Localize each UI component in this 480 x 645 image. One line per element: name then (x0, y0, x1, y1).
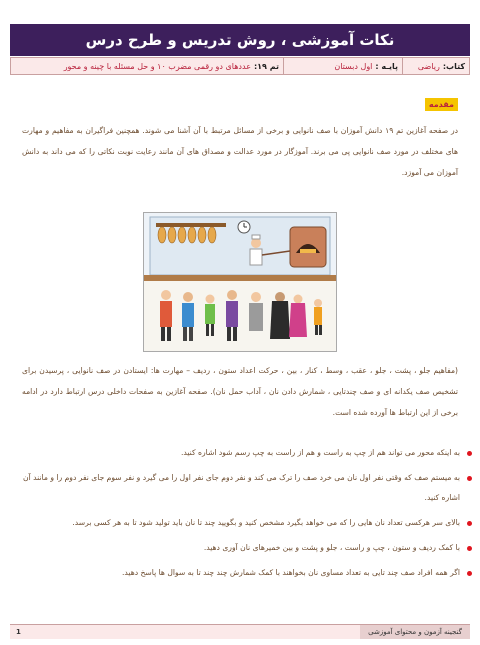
grade-value: اول دبستان (334, 61, 373, 71)
connections-paragraph: (مفاهیم جلو ، پشت ، جلو ، عقب ، وسط ، کنار ، بین ، حرکت اعداد ستون ، ردیف – مهارت ها: ایستادن در صف نانوایی ، پرسیدن برای تشخیص صف یکدانه ای و صف چندتایی ، شمارش دادن نان ، آداب حمل نان). صفحه آغازین به صفحات داخلی درس ارتباط دارد در ادامه برخی از این ارتباط ها آورده شده است. (22, 366, 458, 417)
topic-cell (11, 58, 283, 74)
list-item: اگر همه افراد صف چند تایی به تعداد مساوی نان بخواهند با کمک شمارش چند چند تا به سوال ها پاسخ دهید. (20, 563, 460, 583)
tips-list (20, 443, 474, 588)
intro-paragraph: در صفحه آغازین تم ۱۹ دانش آموزان با صف نانوایی و برخی از مسائل مرتبط با آن آشنا می شوند. همچنین فراگیران به مفاهیم و مهارت های مختلف در مورد صف نانوایی پی می برند. آموزگار در مورد عدالت و مصداق های آن مانند رعایت نوبت نکاتی را که می داند به دانش آموزان می آموزد. (22, 126, 459, 177)
grade-cell (283, 58, 402, 74)
book-value: ریاضی (417, 61, 440, 71)
page-number: 1 (16, 628, 21, 636)
bakery-queue-illustration (143, 212, 337, 352)
list-item: به اینکه محور می تواند هم از چپ به راست و هم از راست به چپ رسم شود اشاره کنید. (20, 443, 460, 463)
page-title: نکات آموزشی ، روش تدریس و طرح درس (10, 24, 470, 56)
grade-key: پایـه : (375, 61, 398, 71)
list-item: با کمک ردیف و ستون ، چپ و راست ، جلو و پشت و بین خمیرهای نان آوری دهید. (20, 538, 460, 558)
list-item: بالای سر هرکسی تعداد نان هایی را که می خواهد بگیرد مشخص کنید و بگویید چند تا نان باید تولید شود تا به هر کسی برسد. (20, 513, 460, 533)
topic-value: عددهای دو رقمی مضرب ۱۰ و حل مسئله با چینه و محور (63, 61, 251, 71)
footer-book-title: گنجینه آزمون و محتوای آموزشی (360, 625, 470, 639)
page-footer (10, 624, 470, 639)
topic-key: تم ۱۹: (253, 61, 279, 71)
list-item: به میستم صف که وقتی نفر اول نان می خرد صف را ترک می کند و نفر دوم جای نفر اول را می گیرد و نفر سوم جای نفر دوم را و مانند آن اشاره کنید. (20, 468, 460, 508)
lesson-info-row (10, 57, 470, 75)
book-key: کتاب: (442, 61, 465, 71)
intro-label: مقدمه (425, 98, 458, 111)
book-cell (402, 58, 469, 74)
